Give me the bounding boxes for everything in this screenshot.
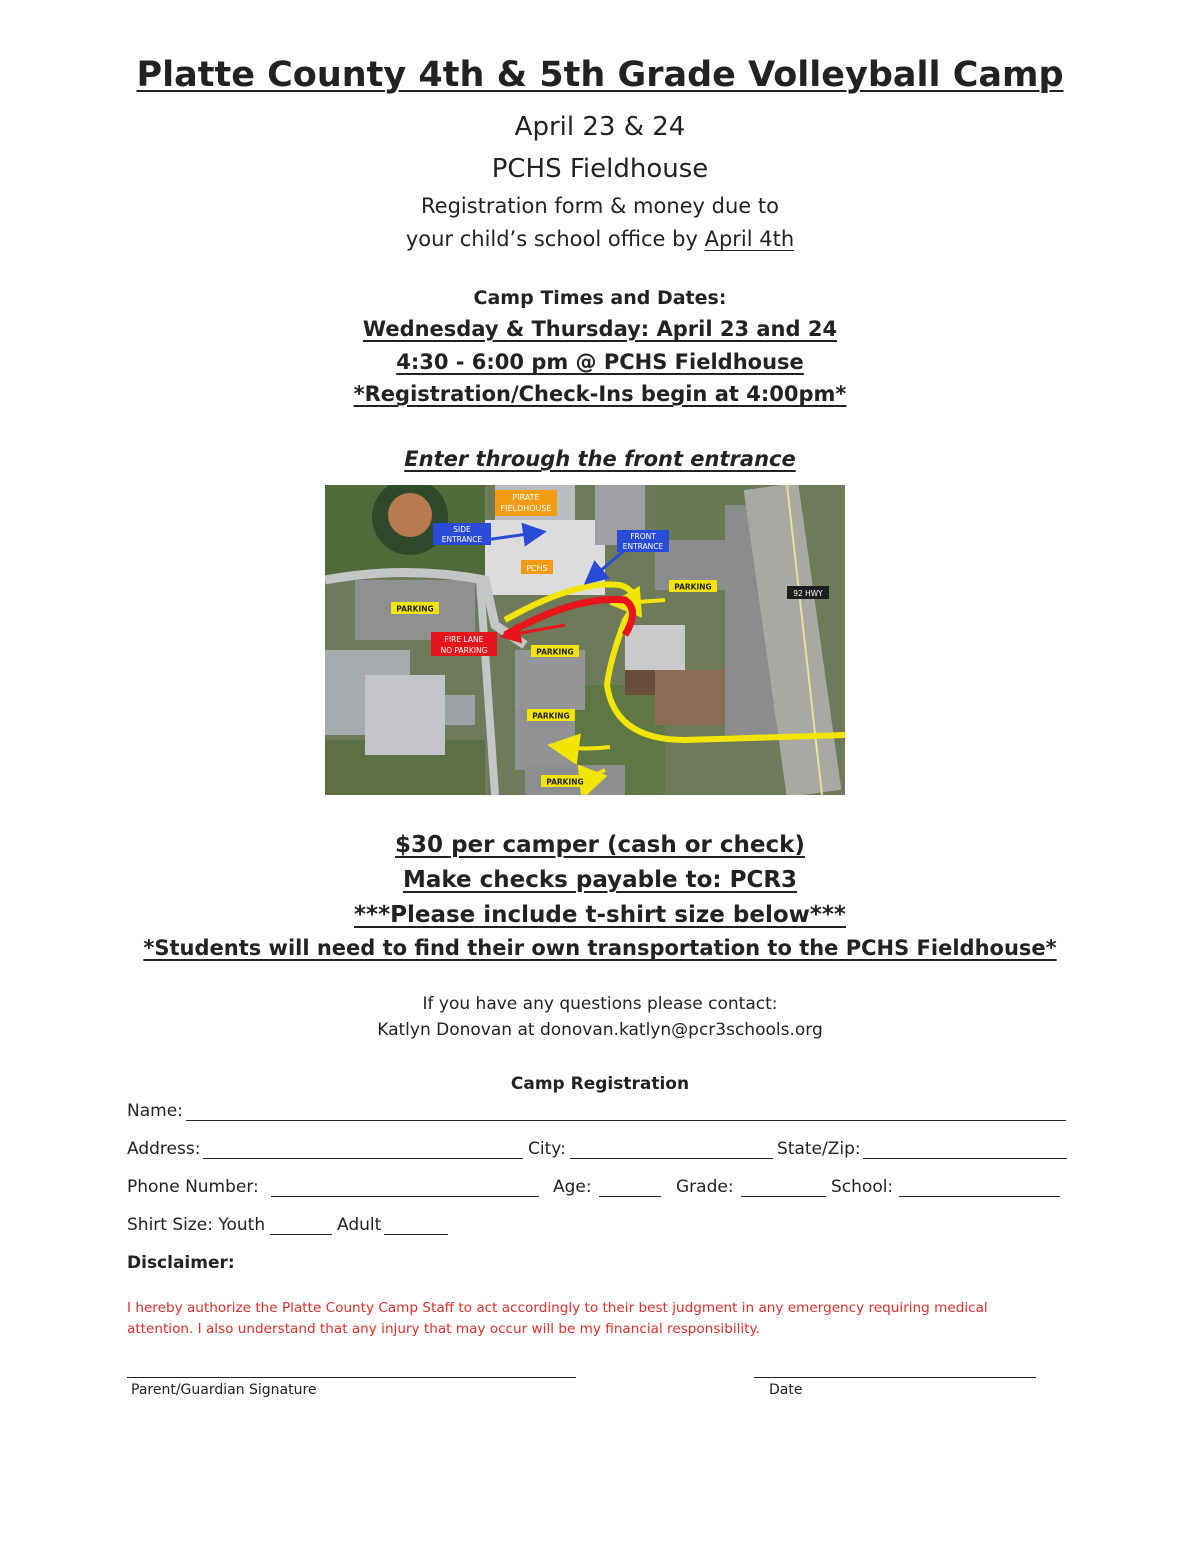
map-label-fieldhouse: FIELDHOUSE (500, 504, 552, 513)
map-label-side: SIDE (453, 525, 471, 534)
map-label-parking-1: PARKING (396, 604, 434, 614)
map-label-pchs: PCHS (526, 564, 548, 573)
city-field[interactable] (570, 1158, 773, 1159)
grade-field[interactable] (741, 1196, 826, 1197)
camp-venue: PCHS Fieldhouse (491, 154, 709, 184)
date-field[interactable] (754, 1377, 1036, 1378)
checkin-note: *Registration/Check-Ins begin at 4:00pm* (353, 382, 847, 406)
shirt-size-note: ***Please include t-shirt size below*** (354, 902, 846, 928)
age-field[interactable] (599, 1196, 661, 1197)
price-note: $30 per camper (cash or check) (395, 832, 805, 858)
campus-map (325, 485, 845, 795)
due-line-2-prefix: your child’s school office by (405, 227, 705, 251)
page-title: Platte County 4th & 5th Grade Volleyball Camp (136, 55, 1064, 95)
phone-field[interactable] (271, 1196, 539, 1197)
map-label-no-parking: NO PARKING (440, 646, 488, 655)
map-label-pirate: PIRATE (512, 493, 540, 502)
checks-payable (0, 867, 1200, 893)
parent-signature-field[interactable] (127, 1377, 576, 1378)
city-label: City: (528, 1139, 566, 1159)
age-label: Age: (553, 1177, 592, 1197)
transport-note: *Students will need to find their own transportation to the PCHS Fieldhouse* (143, 936, 1057, 960)
shirt-youth-label: Shirt Size: Youth (127, 1215, 266, 1235)
address-field[interactable] (203, 1158, 523, 1159)
disclaimer-line-1: I hereby authorize the Platte County Camp Staff to act accordingly to their best judgment in any emergency requiring medical (127, 1300, 988, 1316)
map-label-side-entrance: ENTRANCE (441, 535, 483, 544)
name-label: Name: (127, 1101, 183, 1121)
parent-signature-label: Parent/Guardian Signature (131, 1382, 317, 1398)
camp-days: Wednesday & Thursday: April 23 and 24 (362, 317, 838, 341)
state-zip-label: State/Zip: (777, 1139, 861, 1159)
map-label-parking-5: PARKING (546, 777, 584, 787)
state-zip-field[interactable] (863, 1158, 1067, 1159)
shirt-youth-field[interactable] (270, 1234, 332, 1235)
date-label: Date (769, 1382, 803, 1398)
camp-hours: 4:30 - 6:00 pm @ PCHS Fieldhouse (396, 350, 804, 374)
checks-payee: PCR3 (729, 867, 798, 893)
address-label: Address: (127, 1139, 201, 1159)
camp-dates: April 23 & 24 (514, 112, 686, 142)
map-label-parking-2: PARKING (674, 582, 712, 592)
grade-label: Grade: (676, 1177, 734, 1197)
due-line-1: Registration form & money due to (421, 194, 779, 218)
map-label-front-entrance: ENTRANCE (622, 542, 664, 551)
map-label-fire-lane: FIRE LANE (444, 635, 484, 644)
contact-line-2: Katlyn Donovan at donovan.katlyn@pcr3schools.org (377, 1020, 823, 1040)
map-label-hwy: 92 HWY (793, 589, 823, 598)
map-label-parking-3: PARKING (536, 647, 574, 657)
due-date: April 4th (704, 227, 795, 251)
school-label: School: (831, 1177, 894, 1197)
registration-heading: Camp Registration (510, 1074, 690, 1094)
map-label-parking-4: PARKING (532, 711, 570, 721)
shirt-adult-field[interactable] (384, 1234, 448, 1235)
camp-times-heading: Camp Times and Dates: (473, 287, 727, 309)
phone-label: Phone Number: (127, 1177, 259, 1197)
school-field[interactable] (899, 1196, 1060, 1197)
disclaimer-text (127, 1298, 1047, 1340)
checks-prefix: Make checks payable to: (402, 867, 730, 893)
disclaimer-line-2: attention. I also understand that any injury that may occur will be my financial responsibility. (127, 1321, 760, 1337)
name-field[interactable] (186, 1120, 1066, 1121)
contact-line-1: If you have any questions please contact: (422, 994, 778, 1014)
entrance-note: Enter through the front entrance (404, 447, 796, 471)
shirt-adult-label: Adult (337, 1215, 382, 1235)
due-line-2 (0, 227, 1200, 251)
map-label-front: FRONT (630, 532, 656, 541)
disclaimer-heading: Disclaimer: (127, 1253, 235, 1273)
